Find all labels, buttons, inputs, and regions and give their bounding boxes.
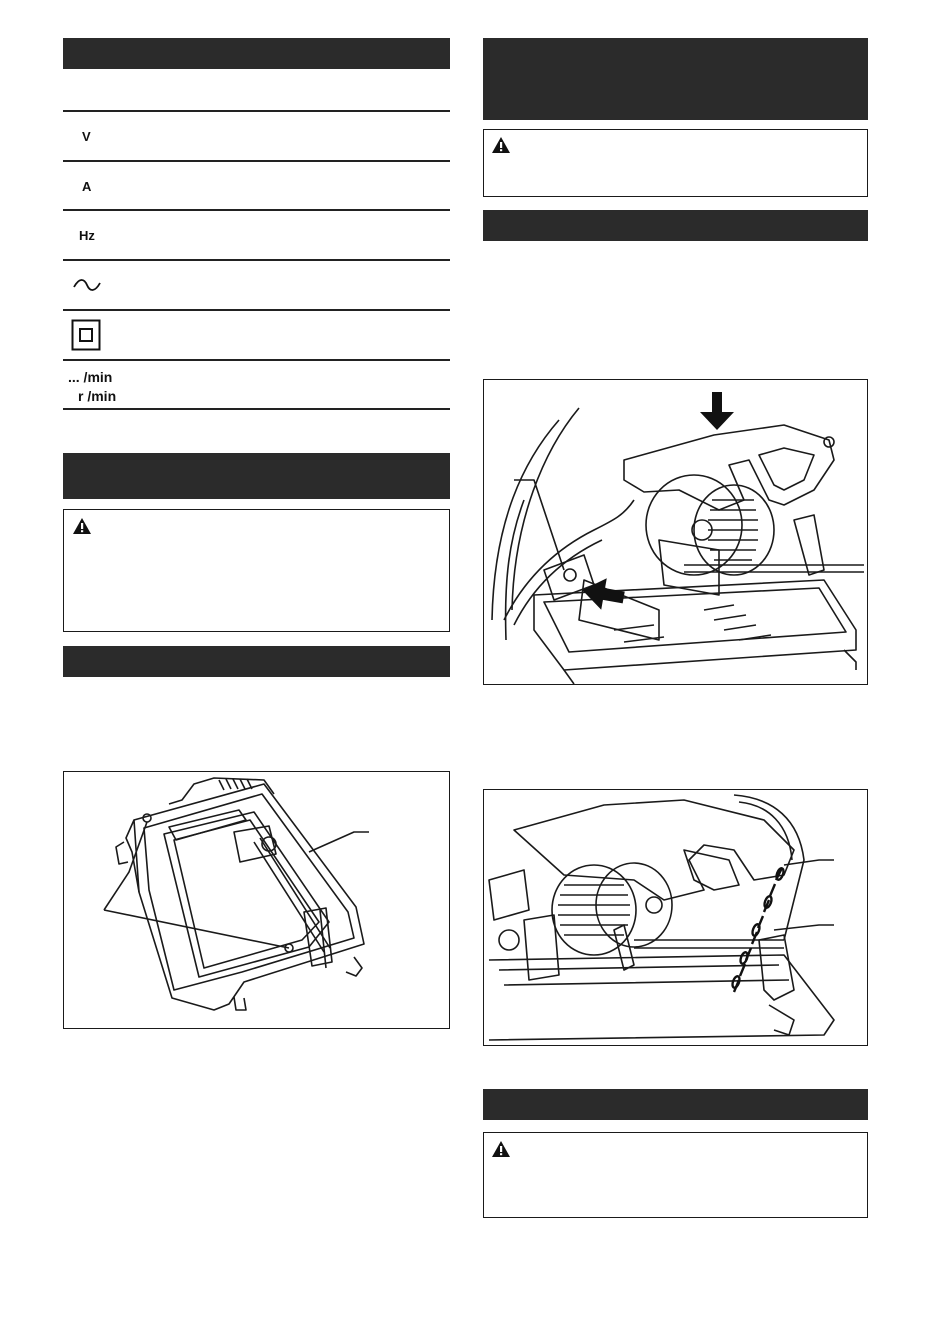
- bottom-header-bar: [483, 1089, 868, 1120]
- figure-saw-lock: [483, 379, 868, 685]
- hertz-symbol: Hz: [79, 228, 95, 243]
- amperes-symbol: A: [82, 179, 92, 194]
- warning-box-right-top: [483, 129, 868, 197]
- warning-triangle-icon: [72, 517, 92, 535]
- warning-box-right-bottom: [483, 1132, 868, 1218]
- revolutions-symbol: r /min: [78, 388, 117, 404]
- double-square-icon: [71, 319, 101, 351]
- symbols-header-bar: [63, 38, 450, 69]
- safety-header-bar: [63, 453, 450, 499]
- symbols-table-rule: [63, 309, 450, 311]
- symbols-table-rule: [63, 408, 450, 410]
- tilde-wave-icon: [72, 276, 102, 294]
- warning-triangle-icon: [491, 136, 511, 154]
- no-load-speed-symbol: ... /min: [68, 369, 113, 385]
- symbols-table-rule: [63, 359, 450, 361]
- right-header-bar: [483, 38, 868, 120]
- warning-box: [63, 509, 450, 632]
- warning-triangle-icon: [491, 1140, 511, 1158]
- symbols-table-rule: [63, 209, 450, 211]
- symbols-table-rule: [63, 259, 450, 261]
- figure-saw-chain: [483, 789, 868, 1046]
- installation-header-bar: [63, 646, 450, 677]
- volts-symbol: V: [82, 129, 91, 144]
- symbols-table-rule: [63, 110, 450, 112]
- symbols-table-rule: [63, 160, 450, 162]
- section-header-bar: [483, 210, 868, 241]
- figure-base-holes: [63, 771, 450, 1029]
